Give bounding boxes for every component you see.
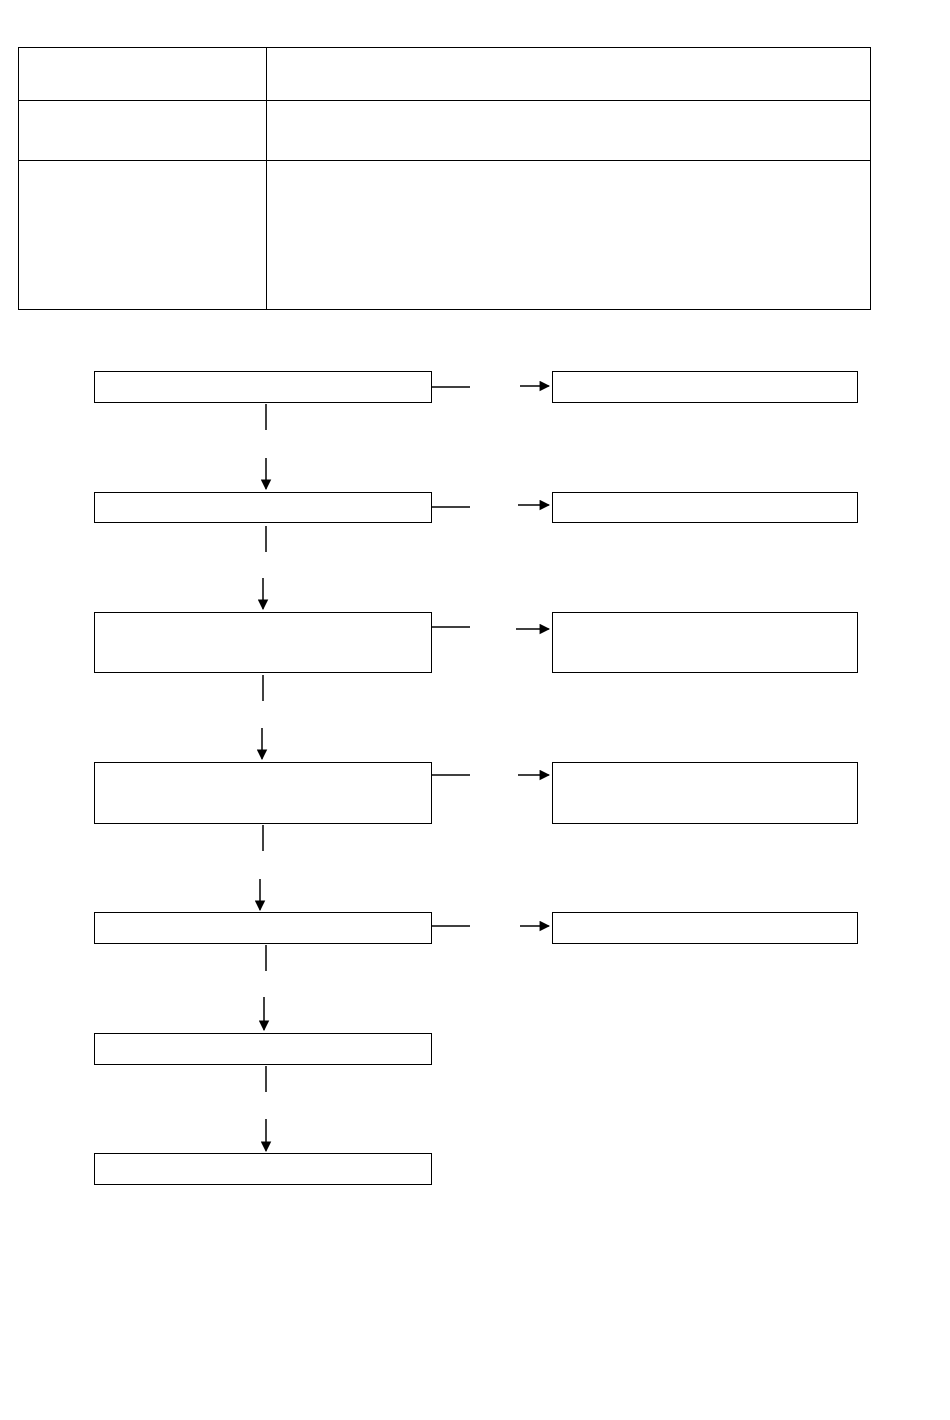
- main-step-3: [94, 612, 432, 673]
- table-row: [19, 101, 871, 161]
- table-row-value: [267, 161, 871, 310]
- main-step-1: [94, 371, 432, 403]
- side-step-5: [552, 912, 858, 944]
- side-step-4: [552, 762, 858, 824]
- main-step-5: [94, 912, 432, 944]
- main-step-6: [94, 1033, 432, 1065]
- main-step-7: [94, 1153, 432, 1185]
- info-table: [18, 47, 871, 310]
- side-step-1: [552, 371, 858, 403]
- side-step-2: [552, 492, 858, 523]
- main-step-4: [94, 762, 432, 824]
- table-row-label: [19, 161, 267, 310]
- table-row-value: [267, 101, 871, 161]
- table-row: [19, 161, 871, 310]
- main-step-2: [94, 492, 432, 523]
- table-row-value: [267, 48, 871, 101]
- table-row: [19, 48, 871, 101]
- table-row-label: [19, 48, 267, 101]
- side-step-3: [552, 612, 858, 673]
- table-row-label: [19, 101, 267, 161]
